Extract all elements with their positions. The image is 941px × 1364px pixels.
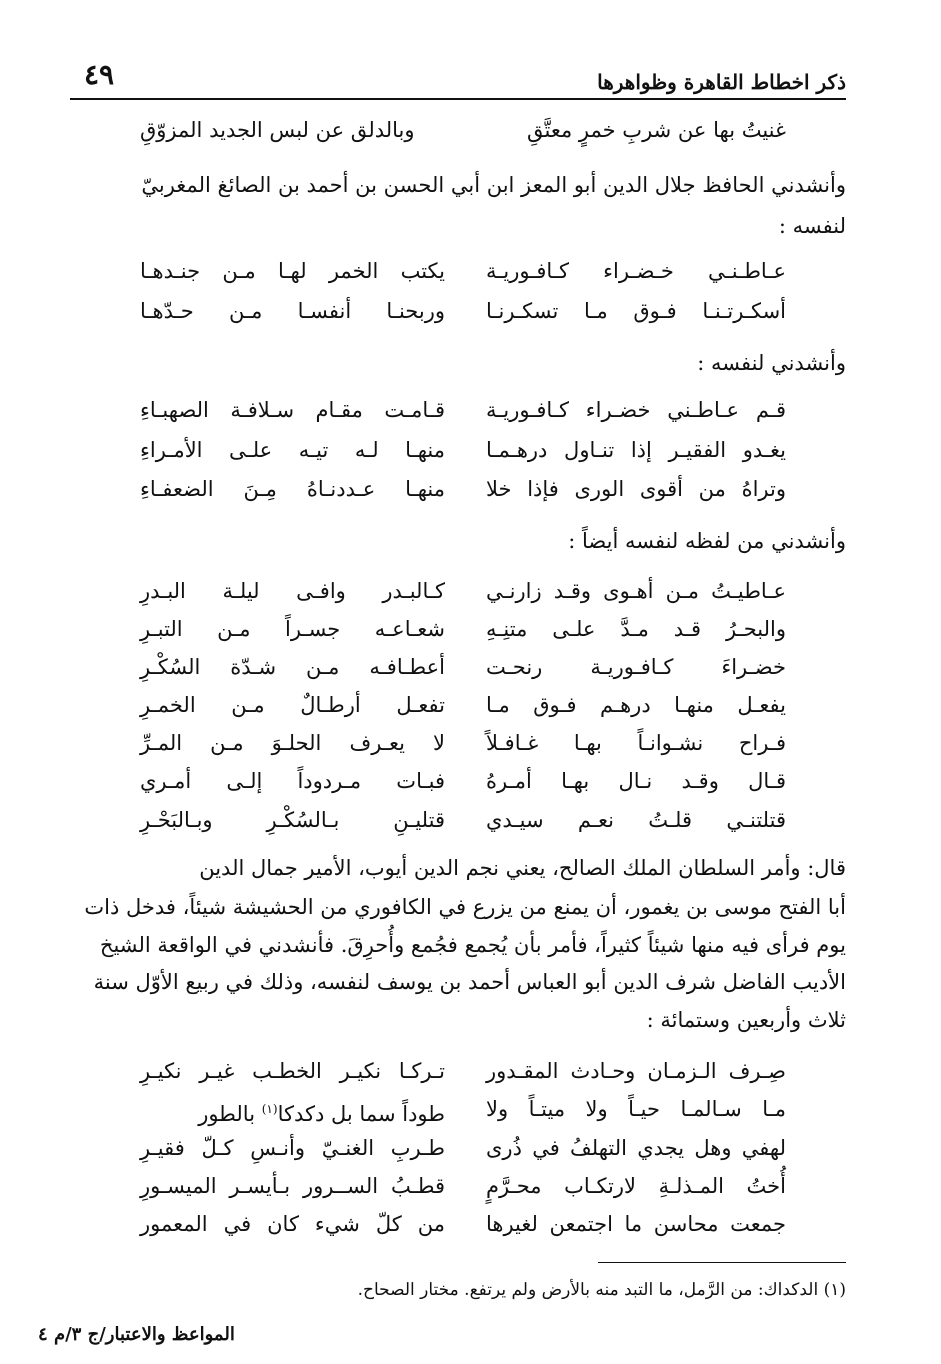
page-number: ٤٩	[84, 58, 115, 91]
poem3-verse3-right: وتراهُ من أقوى الورى فإذا خلا	[486, 477, 786, 501]
poem4-verse2-right: والبحـرُ قـد مـدَّ علـى متنِـهِ	[486, 617, 786, 641]
poem5-verse4-right: أُختُ المـذلـةِ لارتكـاب محـرَّمٍ	[486, 1174, 786, 1198]
poem1-hemistich-right: غنيتُ بها عن شربِ خمرٍ معتَّقِ	[527, 118, 786, 142]
prose-line5: ثلاث وأربعين وستمائة :	[646, 1008, 846, 1032]
poem2-verse1-left: يكتب الخمر لهـا مـن جنـدهـا	[140, 259, 445, 283]
poem3-verse3-left: منهـا عـددنـاهُ مِـنَ الضعفـاءِ	[140, 477, 445, 501]
prose-line2: أبا الفتح موسى بن يغمور، أن يمنع من يزرع في الكافوري من الحشيشة شيئاً، فدخل ذات	[84, 895, 846, 919]
poem4-verse7-left: قتليـنِ بـالسُكْـرِ وبـالبَحْـرِ	[140, 808, 445, 832]
poem2-verse2-right: أسكـرتـنـا فـوق مـا تسكـرنـا	[486, 299, 786, 323]
poem4-verse1-left: كـالبـدر وافـى ليلـة البـدرِ	[140, 579, 445, 603]
prose-line1: قال: وأمر السلطان الملك الصالح، يعني نجم الدين أيوب، الأمير جمال الدين	[199, 856, 846, 880]
poem4-verse7-right: قتلتنـي قلـتُ نعـم سيـدي	[486, 808, 786, 832]
poem4-verse3-right: خضـراءَ كـافـوريـة رنحـت	[486, 655, 786, 679]
poem5-verse5-right: جمعت محاسن ما اجتمعن لغيرها	[486, 1212, 786, 1236]
poem5-verse1-right: صِـرف الـزمـان وحـادث المقـدور	[486, 1059, 786, 1083]
prose-line4: الأديب الفاضل شرف الدين أبو العباس أحمد بن يوسف لنفسه، وذلك في ربيع الأوّل سنة	[93, 970, 846, 994]
poem4-verse1-right: عـاطيـتُ مـن أهـوى وقـد زارنـي	[486, 579, 786, 603]
page-header	[70, 52, 846, 100]
book-signature: المواعظ والاعتبار/ج ٣/م ٤	[38, 1324, 235, 1345]
poem4-verse5-right: فـراح نشـوانـاً بهـا غـافـلاً	[486, 731, 786, 755]
poem5-verse5-left: من كلّ شيء كان في المعمور	[140, 1212, 445, 1236]
poem1-hemistich-left: وبالدلق عن لبس الجديد المزوّقِ	[140, 118, 415, 142]
intro3: وأنشدني من لفظه لنفسه أيضاً :	[568, 529, 846, 553]
poem4-verse2-left: شعـاعـه جسـراً مـن التبـرِ	[140, 617, 445, 641]
poem2-verse2-left: وربحنـا أنفسـا مـن حـدّهـا	[140, 299, 445, 323]
poem3-verse2-right: يغـدو الفقيـر إذا تنـاول درهـمـا	[486, 438, 786, 462]
poem5-verse2-left	[140, 1094, 445, 1129]
poem4-verse3-left: أعطـافـه مـن شـدّة السُكْـرِ	[140, 655, 445, 679]
footnote-marker: (١)	[261, 1102, 278, 1116]
poem5-verse2-left-tail: بالطور	[198, 1102, 262, 1126]
intro1-line1: وأنشدني الحافظ جلال الدين أبو المعز ابن أبي الحسن بن أحمد بن الصائغ المغربيّ	[141, 173, 846, 197]
poem5-verse1-left: تـركـا نكيـر الخطـب غيـر نكيـرِ	[140, 1059, 445, 1083]
poem3-verse1-left: قـامـت مقـام سـلافـة الصهبـاءِ	[140, 398, 445, 422]
intro2: وأنشدني لنفسه :	[697, 351, 846, 375]
poem4-verse6-right: قـال وقـد نـال بهـا أمـرهُ	[486, 769, 786, 793]
poem4-verse6-left: فبـات مـردوداً إلـى أمـري	[140, 769, 445, 793]
footnote: (١) الدكداك: من الرَّمل، ما التبد منه بالأرض ولم يرتفع. مختار الصحاح.	[357, 1280, 846, 1300]
prose-line3: يوم فرأى فيه منها شيئاً كثيراً، فأمر بأن يُجمع فجُمع وأُحرِقَ. فأنشدني في الواقعة الشيخ	[99, 933, 846, 957]
footnote-rule	[598, 1262, 846, 1263]
poem5-verse3-right: لهفي وهل يجدي التهلفُ في ذُرى	[486, 1136, 786, 1160]
poem4-verse4-right: يفعـل منهـا درهـم فـوق مـا	[486, 693, 786, 717]
poem2-verse1-right: عـاطـنـي خـضـراء كـافـوريـة	[486, 259, 786, 283]
poem5-verse3-left: طـربِ الغنـيّ وأنـسِ كـلّ فقيـرِ	[140, 1136, 445, 1160]
intro1-line2: لنفسه :	[778, 214, 846, 238]
poem5-verse2-left-text: طوداً سما بل دكدكا	[277, 1102, 445, 1126]
poem4-verse4-left: تفعـل أرطـالٌ مـن الخمـرِ	[140, 693, 445, 717]
poem5-verse2-right: مـا سـالمـا حيـاً ولا ميتـاً ولا	[486, 1097, 786, 1121]
poem3-verse1-right: قـم عـاطـني خضـراء كـافـوريـة	[486, 398, 786, 422]
poem4-verse5-left: لا يعـرف الحلـوَ مـن المـرِّ	[140, 731, 445, 755]
poem5-verse4-left: قطـبُ الســرور بـأيسـر الميسـورِ	[140, 1174, 445, 1198]
running-title: ذكر اخطاط القاهرة وظواهرها	[597, 70, 846, 94]
poem3-verse2-left: منهـا لـه تيـه علـى الأمـراءِ	[140, 438, 445, 462]
